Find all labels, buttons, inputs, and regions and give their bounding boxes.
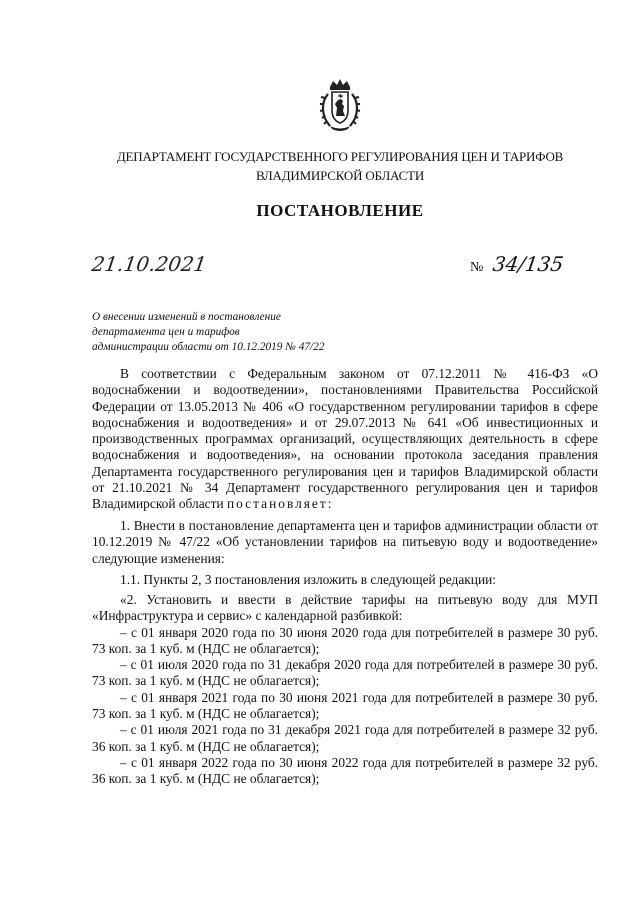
subject-line: О внесении изменений в постановление	[92, 311, 281, 323]
tariff-item: – с 01 января 2020 года по 30 июня 2020 года для потребителей в размере 30 руб. 73 коп. за 1 куб. м (НДС не облагается);	[92, 624, 598, 656]
preamble-text: В соответствии с Федеральным законом от 07.12.2011 № 416-ФЗ «О водоснабжении и водоотведении», постановлениями Правительства Российской Федерации от 13.05.2013 № 406 «О государственном регулировании тарифов в сфере водоснабжения и водоотведения» и от 29.07.2013 № 641 «Об инвестиционных и производственных программах организаций, осуществляющих деятельность в сфере водоснабжения и водоотведения», на основании протокола заседания правления Департамента государственного регулирования цен и тарифов Владимирской области от 21.10.2021 № 34 Департамент государственного регулирования цен и тарифов Владимирской области	[92, 366, 598, 512]
coat-of-arms-icon	[318, 78, 362, 132]
department-name-line2: ВЛАДИМИРСКОЙ ОБЛАСТИ	[255, 168, 425, 183]
tariff-item: – с 01 января 2022 года по 30 июня 2022 года для потребителей в размере 32 руб. 36 коп. за 1 куб. м (НДС не облагается);	[92, 754, 598, 787]
tariff-item: – с 01 июля 2020 года по 31 декабря 2020 года для потребителей в размере 30 руб. 73 коп. за 1 куб. м (НДС не облагается);	[92, 657, 598, 689]
item-1-paragraph	[92, 518, 598, 567]
item-1-1-text: 1.1. Пункты 2, 3 постановления изложить в следующей редакции:	[120, 572, 497, 587]
tariff-section	[92, 592, 598, 788]
item-2-intro: «2. Установить и ввести в действие тарифы на питьевую воду для МУП «Инфраструктура и сервис» с календарной разбивкой:	[92, 592, 598, 624]
preamble-paragraph	[92, 366, 598, 513]
document-title: ПОСТАНОВЛЕНИЕ	[256, 201, 424, 220]
document-number	[470, 252, 563, 276]
department-name-line1: ДЕПАРТАМЕНТ ГОСУДАРСТВЕННОГО РЕГУЛИРОВАНИЯ ЦЕН И ТАРИФОВ	[116, 149, 564, 164]
resolves-text: постановляет:	[226, 496, 334, 512]
tariff-item: – с 01 января 2021 года по 30 июня 2021 года для потребителей в размере 30 руб. 73 коп. за 1 куб. м (НДС не облагается);	[92, 689, 598, 722]
item-1-1-paragraph	[92, 572, 598, 588]
document-date: 21.10.2021	[90, 252, 209, 276]
number-value: 34/135	[491, 252, 565, 276]
document-subject	[92, 310, 324, 355]
subject-line: департамента цен и тарифов	[92, 326, 240, 338]
item-1-text: 1. Внести в постановление департамента цен и тарифов администрации области от 10.12.2019 № 47/22 «Об установлении тарифов на питьевую воду и водоотведение» следующие изменения:	[92, 518, 598, 566]
subject-line: администрации области от 10.12.2019 № 47/22	[92, 341, 325, 353]
number-sign: №	[470, 260, 484, 275]
tariff-item: – с 01 июля 2021 года по 31 декабря 2021 года для потребителей в размере 32 руб. 36 коп. за 1 куб. м (НДС не облагается);	[92, 722, 598, 754]
